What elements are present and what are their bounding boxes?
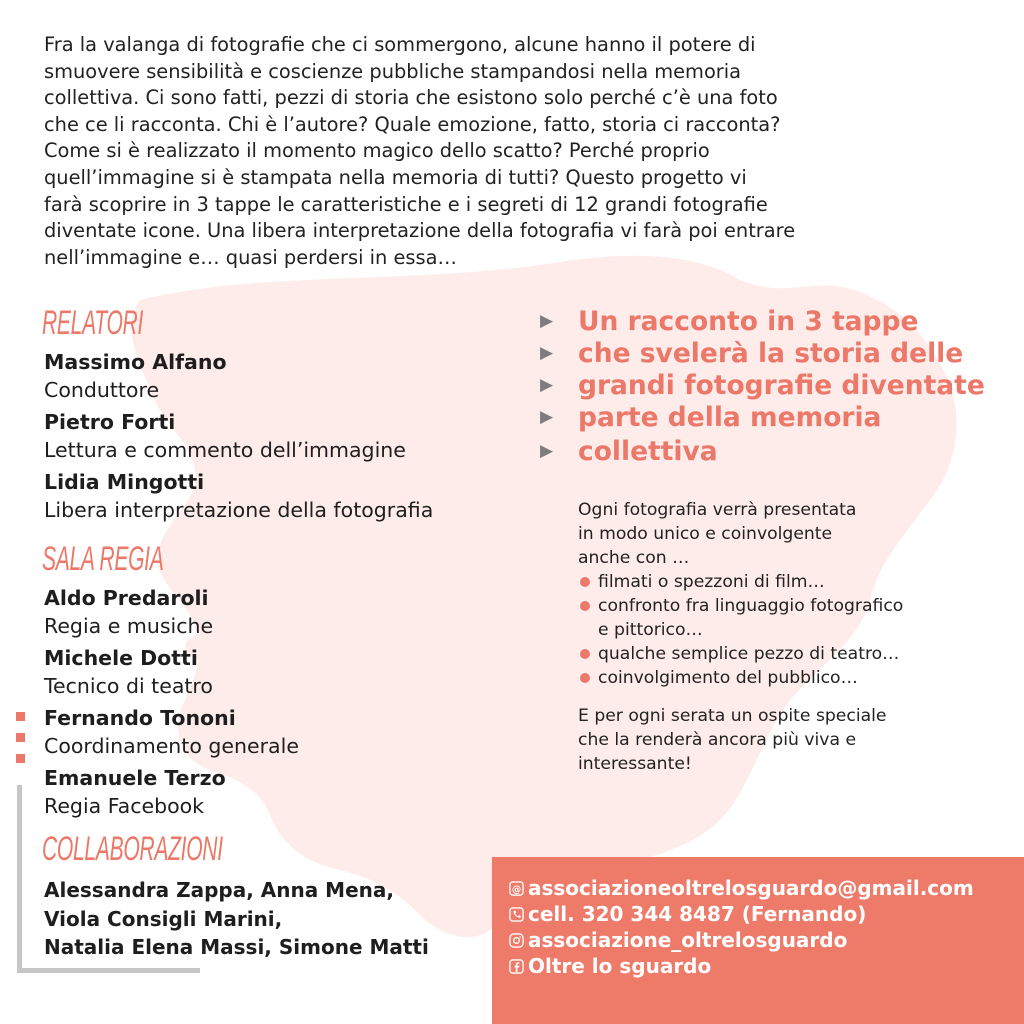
tagline-text: grandi fotografie diventate	[578, 369, 985, 401]
features-outro-line: E per ogni serata un ospite speciale	[578, 706, 887, 726]
relatore-name: Lidia Mingotti	[44, 470, 205, 494]
features-outro	[578, 704, 998, 776]
features-outro-line: che la renderà ancora più viva e	[578, 730, 857, 750]
staff-name: Aldo Predaroli	[44, 586, 209, 610]
contact-phone-row[interactable]	[508, 901, 866, 927]
decorative-square	[16, 733, 25, 742]
intro-line: quell’immagine si è stampata nella memoria di tutti? Questo progetto vi	[44, 165, 747, 189]
feature-bullet	[578, 570, 998, 594]
bullet-dot-icon	[580, 649, 590, 659]
decorative-square	[16, 754, 25, 763]
staff-role: Regia e musiche	[44, 614, 214, 638]
svg-text:@: @	[511, 883, 521, 895]
feature-text: filmati o spezzoni di film…	[598, 572, 825, 592]
bullet-dot-icon	[580, 673, 590, 683]
relatore-name: Pietro Forti	[44, 410, 176, 434]
sala-regia-heading: SALA REGIA	[42, 540, 164, 578]
staff-role: Tecnico di teatro	[44, 674, 213, 698]
feature-text: confronto fra linguaggio fotografico	[598, 596, 904, 616]
decorative-bracket-vertical	[17, 785, 22, 973]
decorative-bracket-horizontal	[17, 968, 200, 973]
features-block	[578, 498, 998, 776]
contact-instagram-row[interactable]	[508, 927, 847, 953]
at-icon	[508, 880, 524, 896]
instagram-icon	[508, 932, 524, 948]
play-arrow-icon: ▶	[540, 343, 554, 363]
contact-email[interactable]: associazioneoltrelosguardo@gmail.com	[528, 876, 974, 900]
play-arrow-icon: ▶	[540, 311, 554, 331]
intro-line: nell’immagine e… quasi perdersi in essa…	[44, 245, 457, 269]
contact-instagram[interactable]: associazione_oltrelosguardo	[528, 928, 848, 952]
relatore-role: Lettura e commento dell’immagine	[44, 438, 406, 462]
staff-name: Fernando Tononi	[44, 706, 236, 730]
intro-line: diventate icone. Una libera interpretazione della fotografia vi farà poi entrare	[44, 219, 796, 243]
tagline-text: Un racconto in 3 tappe	[578, 305, 919, 337]
intro-line: che ce li racconta. Chi è l’autore? Quale emozione, fatto, storia ci racconta?	[44, 112, 781, 136]
features-outro-line: interessante!	[578, 754, 692, 774]
contact-facebook[interactable]: Oltre lo sguardo	[528, 954, 712, 978]
contact-phone[interactable]: cell. 320 344 8487 (Fernando)	[528, 902, 867, 926]
play-arrow-icon: ▶	[540, 375, 554, 395]
features-intro-line: anche con …	[578, 548, 690, 568]
play-arrow-icon: ▶	[540, 441, 554, 461]
contact-email-row[interactable]	[508, 875, 974, 901]
tagline-line	[540, 401, 881, 433]
bullet-dot-icon	[580, 601, 590, 611]
collaborazioni-heading: COLLABORAZIONI	[42, 830, 223, 868]
decorative-square	[16, 712, 25, 721]
feature-bullet	[578, 666, 998, 690]
feature-text: e pittorico…	[598, 620, 703, 640]
tagline-line	[540, 305, 918, 337]
collaborator-line: Natalia Elena Massi, Simone Matti	[44, 935, 429, 959]
relatori-heading: RELATORI	[42, 304, 144, 342]
staff-name: Michele Dotti	[44, 646, 198, 670]
intro-line: smuovere sensibilità e coscienze pubbliche stampandosi nella memoria	[44, 59, 742, 83]
relatore-role: Conduttore	[44, 378, 160, 402]
facebook-icon	[508, 958, 524, 974]
features-intro	[578, 498, 998, 570]
bullet-dot-icon	[580, 577, 590, 587]
tagline-line	[540, 369, 985, 401]
intro-paragraph	[44, 32, 924, 271]
staff-name: Emanuele Terzo	[44, 766, 226, 790]
feature-bullet	[578, 594, 998, 642]
tagline-line	[540, 435, 718, 467]
collaborator-line: Viola Consigli Marini,	[44, 906, 283, 931]
staff-role: Coordinamento generale	[44, 734, 299, 758]
feature-text: qualche semplice pezzo di teatro…	[598, 644, 900, 664]
staff-role: Regia Facebook	[44, 794, 205, 818]
contact-box	[492, 857, 1024, 1024]
intro-line: Come si è realizzato il momento magico dello scatto? Perché proprio	[44, 139, 710, 163]
intro-line: collettiva. Ci sono fatti, pezzi di storia che esistono solo perché c’è una foto	[44, 86, 778, 110]
relatore-name: Massimo Alfano	[44, 350, 227, 374]
features-intro-line: Ogni fotografia verrà presentata	[578, 500, 857, 520]
tagline-text: parte della memoria	[578, 401, 882, 433]
intro-line: Fra la valanga di fotografie che ci sommergono, alcune hanno il potere di	[44, 33, 756, 56]
play-arrow-icon: ▶	[540, 407, 554, 427]
collaborator-line: Alessandra Zappa, Anna Mena,	[44, 878, 394, 902]
feature-text: coinvolgimento del pubblico…	[598, 668, 858, 688]
tagline-text: collettiva	[578, 435, 718, 467]
feature-bullet	[578, 642, 998, 666]
phone-icon	[508, 906, 524, 922]
collaborazioni-list	[44, 876, 429, 962]
tagline-text: che svelerà la storia delle	[578, 337, 964, 369]
tagline-line	[540, 337, 963, 369]
features-intro-line: in modo unico e coinvolgente	[578, 524, 833, 544]
relatore-role: Libera interpretazione della fotografia	[44, 498, 434, 522]
contact-facebook-row[interactable]	[508, 953, 711, 979]
intro-line: farà scoprire in 3 tappe le caratteristiche e i segreti di 12 grandi fotografie	[44, 192, 768, 216]
